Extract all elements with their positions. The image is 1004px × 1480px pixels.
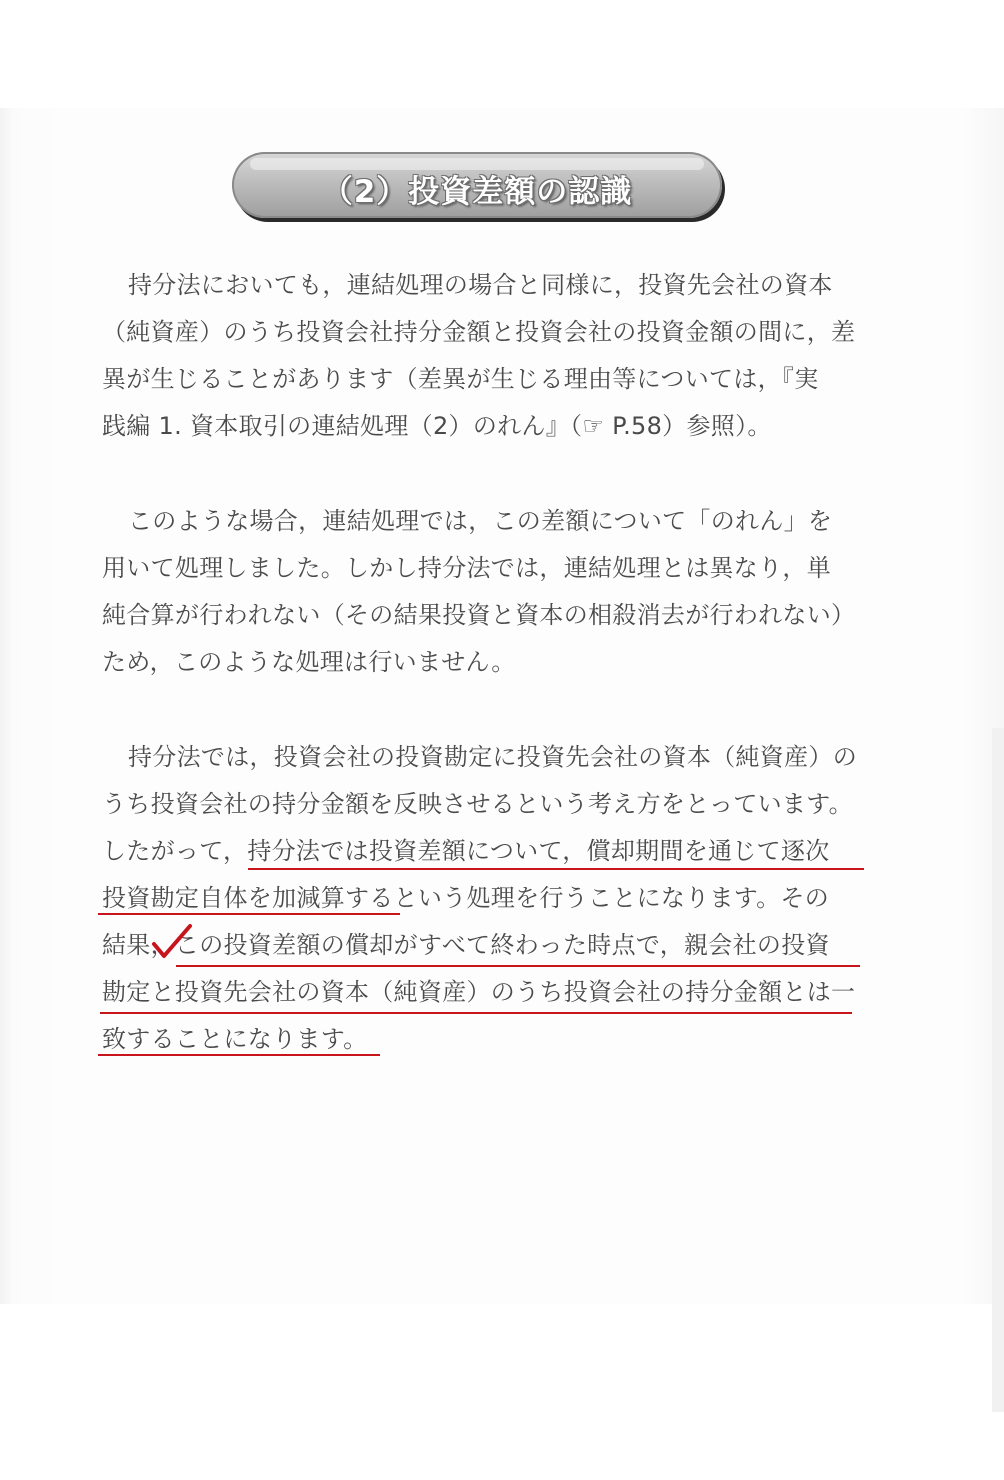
paragraph-1	[102, 262, 862, 450]
paragraph-line: うち投資会社の持分金額を反映させるという考え方をとっています。	[102, 790, 853, 818]
paragraph-line: したがって，持分法では投資差額について，償却期間を通じて逐次	[102, 837, 830, 865]
page-edge-shadow	[992, 728, 1004, 1412]
paragraph-line: 致することになります。	[102, 1025, 368, 1053]
paragraph-line: このような場合，連結処理では，この差額について「のれん」を	[128, 507, 833, 535]
section-title-banner	[232, 152, 722, 218]
paragraph-line: 投資勘定自体を加減算するという処理を行うことになります。その	[102, 884, 830, 912]
paragraph-line: 持分法では，投資会社の投資勘定に投資先会社の資本（純資産）の	[128, 743, 857, 771]
paragraph-2	[102, 498, 862, 686]
paragraph-line: 勘定と投資先会社の資本（純資産）のうち投資会社の持分金額とは一	[102, 978, 856, 1006]
paragraph-line: 持分法においても，連結処理の場合と同様に，投資先会社の資本	[128, 271, 833, 299]
red-underline	[98, 1054, 380, 1056]
red-underline	[176, 965, 860, 967]
paragraph-line: 用いて処理しました。しかし持分法では，連結処理とは異なり，単	[102, 554, 831, 582]
paragraph-line: ため，このような処理は行いません。	[102, 648, 516, 676]
red-underline	[248, 868, 864, 870]
section-title: （2）投資差額の認識	[321, 174, 633, 210]
red-underline	[98, 913, 400, 915]
paragraph-line: 異が生じることがあります（差異が生じる理由等については，『実	[102, 365, 819, 393]
paragraph-line: 純合算が行われない（その結果投資と資本の相殺消去が行われない）	[102, 601, 856, 629]
red-underline	[100, 1012, 852, 1014]
paragraph-line: 結果，この投資差額の償却がすべて終わった時点で，親会社の投資	[102, 931, 830, 959]
paragraph-line: （純資産）のうち投資会社持分金額と投資会社の投資金額の間に，差	[102, 318, 856, 346]
paragraph-line: 践編 1. 資本取引の連結処理（2）のれん』（☞ P.58）参照）。	[102, 412, 772, 440]
check-icon	[150, 920, 194, 964]
